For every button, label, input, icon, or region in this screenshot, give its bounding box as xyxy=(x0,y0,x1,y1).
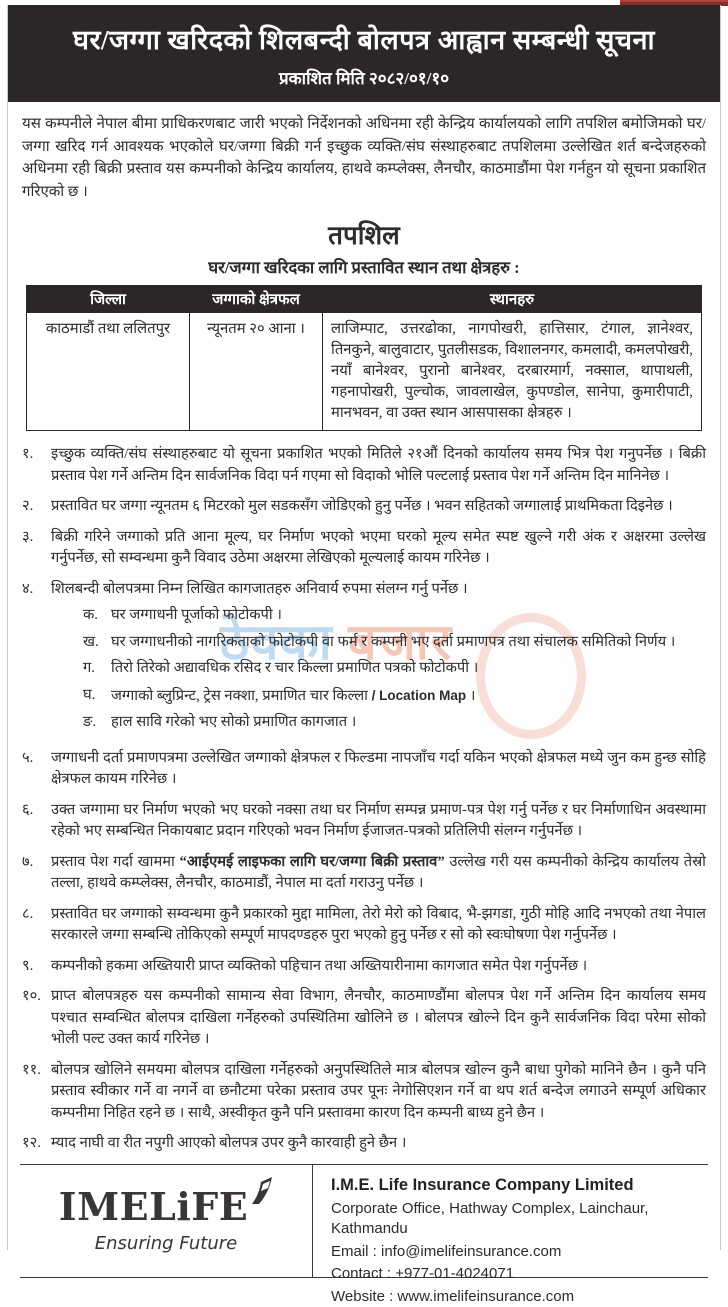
sub-label: ङ. xyxy=(83,712,111,734)
sub-item-ka xyxy=(83,605,706,627)
item-text: बोलपत्र खोलिने समयमा बोलपत्र दाखिला गर्नेहरुको अनुपस्थितिले मात्र बोलपत्र खोल्न कुनै बाधा पुगेको मानिने छैन । कुनै पनि प्रस्ताव स्वीकार गर्ने वा नगर्ने वा छनौटमा परेका प्रस्ताव उपर पूनः नेगोसिएशन गर्ने वा थप शर्त बन्देज लगाउने सम्पूर्ण अधिकार कम्पनीमा निहित रहने छ । साथै, अस्वीकृत कुनै पनि प्रस्तावमा कारण दिन कम्पनी बाध्य हुने छैन । xyxy=(51,1060,706,1125)
locations-table xyxy=(26,285,702,431)
sub-text: घर जग्गाधनीको नागरिकताको फोटोकपी वा फर्म र कम्पनी भए दर्ता प्रमाणपत्र तथा संचालक समितिको निर्णय । xyxy=(111,632,706,654)
notice-body xyxy=(8,102,720,1278)
sub-text xyxy=(111,685,706,708)
list-item-7 xyxy=(22,852,706,895)
swoosh-flag-icon xyxy=(249,1175,273,1210)
cell-district: काठमाडौं तथा ललितपुर xyxy=(27,313,190,431)
terms-list xyxy=(22,444,706,1155)
location-map-label: / Location Map xyxy=(372,688,467,703)
item-text: प्रस्तावित घर जग्गा न्यूनतम ६ मिटरको मुल सडकसँग जोडिएको हुनु पर्नेछ । भवन सहितको जग्गालाई प्राथमिकता दिइनेछ । xyxy=(51,496,706,518)
sub-text: तिरो तिरेको अद्यावधिक रसिद र चार किल्ला प्रमाणित पत्रको फोटोकपी । xyxy=(111,658,706,680)
sub-text: हाल सावि गरेको भए सोको प्रमाणित कागजात । xyxy=(111,712,706,734)
sub-item-ga xyxy=(83,658,706,680)
sub-item-kha xyxy=(83,632,706,654)
list-item-11 xyxy=(22,1060,706,1125)
sub-list xyxy=(83,605,706,734)
item-number: १. xyxy=(22,444,51,487)
item-number: ५. xyxy=(22,748,51,791)
item-number: ९. xyxy=(22,956,51,978)
list-item-3 xyxy=(22,527,706,570)
company-website: Website : www.imelifeinsurance.com xyxy=(331,1287,708,1307)
notice-page xyxy=(7,5,721,1250)
sub-text-devanagari: जग्गाको ब्लुप्रिन्ट, ट्रेस नक्शा, प्रमाणित चार किल्ला xyxy=(111,688,372,704)
list-item-5 xyxy=(22,748,706,791)
item-number: ४. xyxy=(22,579,51,739)
logo-block xyxy=(20,1165,313,1277)
item-number: ११. xyxy=(22,1060,51,1125)
watermark-part1: ठेक्का xyxy=(220,614,348,670)
table-caption: घर/जग्गा खरिदका लागि प्रस्तावित स्थान तथा क्षेत्रहरु : xyxy=(20,255,708,278)
item-text xyxy=(51,579,706,739)
sub-item-nga xyxy=(83,712,706,734)
item-text: प्रस्तावित घर जग्गाको सम्वन्धमा कुनै प्रकारको मुद्दा मामिला, तेरो मेरो को विबाद, भै-झगडा, गुठी मोहि आदि नभएको तथा नेपाल सरकारले जग्गा सम्बन्धि तोकिएको सम्पूर्ण मापदण्डहरु पुरा भएको हुनु पर्नेछ र सो को स्वःघोषणा पेश गर्नुपर्नेछ । xyxy=(51,904,706,947)
sub-label: ख. xyxy=(83,632,111,654)
list-item-12 xyxy=(22,1133,706,1155)
logo-wordmark: IMELiFE xyxy=(59,1187,248,1227)
col-header-locations: स्थानहरु xyxy=(323,286,702,313)
item-text: जग्गाधनी दर्ता प्रमाणपत्रमा उल्लेखित जग्गाको क्षेत्रफल र फिल्डमा नापजाँच गर्दा यकिन भएको क्षेत्रफल मध्ये जुन कम हुन्छ सोहि क्षेत्रफल कायम गरिनेछ । xyxy=(51,748,706,791)
list-item-9 xyxy=(22,956,706,978)
item-text: बिक्री गरिने जग्गाको प्रति आना मूल्य, घर निर्माण भएको भएमा घरको मूल्य समेत स्पष्ट खुल्ने गरी अंक र अक्षरमा उल्लेख गर्नुपर्नेछ, सो सम्वन्धमा कुनै विवाद उठेमा अक्षरमा लेखिएको मूल्यलाई कायम गरिनेछ । xyxy=(51,527,706,570)
item-text xyxy=(51,852,706,895)
table-header-row xyxy=(27,286,702,313)
col-header-district: जिल्ला xyxy=(27,286,190,313)
intro-paragraph: यस कम्पनीले नेपाल बीमा प्राधिकरणबाट जारी भएको निर्देशनको अधिनमा रही केन्द्रिय कार्यालयको लागि तपशिल बमोजिमको घर/जग्गा खरिद गर्न आवश्यक भएकोले घर/जग्गा बिक्री गर्न इच्छुक व्यक्ति/संघ संस्थाहरुबाट तपशिलमा उल्लेखित शर्त बन्देजहरुको अधिनमा रही बिक्री प्रस्ताव यस कम्पनीको केन्द्रिय कार्यालय, हाथवे कम्प्लेक्स, लैनचौर, काठमाडौंमा पेश गर्नहुन यो सूचना प्रकाशित गरिएको छ । xyxy=(22,113,706,203)
list-item-10 xyxy=(22,986,706,1051)
item-text: इच्छुक व्यक्ति/संघ संस्थाहरुबाट यो सूचना प्रकाशित भएको मितिले २१औं दिनको कार्यालय समय भित्र पेश गनुपर्नेछ । बिक्री प्रस्ताव पेश गर्ने अन्तिम दिन सार्वजनिक विदा पर्न गएमा सो विदाको भोलि पल्टलाई प्रस्ताव पेश गर्ने अन्तिम दिन मानिनेछ । xyxy=(51,444,706,487)
imelife-logo xyxy=(59,1187,273,1227)
envelope-label-bold: “आईएमई लाइफका लागि घर/जग्गा बिक्री प्रस्ताव” xyxy=(180,854,445,870)
item-number: ६. xyxy=(22,800,51,843)
logo-tagline: Ensuring Future xyxy=(95,1233,238,1254)
notice-header xyxy=(8,5,720,102)
cell-locations: लाजिम्पाट, उत्तरढोका, नागपोखरी, हात्तिसार, टंगाल, ज्ञानेश्वर, तिनकुने, बालुवाटार, पुतलीसडक, विशालनगर, कमलादी, कमलपोखरी, नयाँ बानेश्वर, पुरानो बानेश्वर, दरबारमार्ग, नक्साल, थापाथली, गहनापोखरी, पुल्चोक, जावलाखेल, कुपण्डोल, सानेपा, कुमारीपाटी, मानभवन, वा उक्त स्थान आसपासका क्षेत्रहरु । xyxy=(323,313,702,431)
col-header-area: जग्गाको क्षेत्रफल xyxy=(190,286,323,313)
item-text: कम्पनीको हकमा अख्तियारी प्राप्त व्यक्तिको पहिचान तथा अख्तियारीनामा कागजात समेत पेश गर्नुपर्नेछ । xyxy=(51,956,706,978)
company-footer xyxy=(20,1164,708,1278)
table-row xyxy=(27,313,702,431)
sub-item-gha xyxy=(83,685,706,708)
list-item-1 xyxy=(22,444,706,487)
item-number: ७. xyxy=(22,852,51,895)
list-item-2 xyxy=(22,496,706,518)
notice-title: घर/जग्गा खरिदको शिलबन्दी बोलपत्र आह्वान सम्बन्धी सूचना xyxy=(16,20,712,57)
item-text: प्राप्त बोलपत्रहरु यस कम्पनीको सामान्य सेवा विभाग, लैनचौर, काठमाण्डौंमा बोलपत्र पेश गर्ने अन्तिम दिन कार्यालय समय पश्चात सम्वन्धित बोलपत्र दाखिला गर्नेहरुको उपस्थितिमा खोलिने छ । बोलपत्र खोल्ने दिन कुनै सार्वजनिक विदा परेमा सोको भोली पल्ट उक्त कार्य गरिनेछ । xyxy=(51,986,706,1051)
company-address: Corporate Office, Hathway Complex, Lainchaur, Kathmandu xyxy=(331,1199,708,1240)
sub-label: ग. xyxy=(83,658,111,680)
company-email: Email : info@imelifeinsurance.com xyxy=(331,1242,708,1263)
item-text-main: शिलबन्दी बोलपत्रमा निम्न लिखित कागजातहरु अनिवार्य रुपमा संलग्न गर्नु पर्नेछ । xyxy=(51,581,468,597)
sub-text: घर जग्गाधनी पूर्जाको फोटोकपी । xyxy=(111,605,706,627)
item-text: म्याद नाघी वा रीत नपुगी आएको बोलपत्र उपर कुनै कारवाही हुने छैन । xyxy=(51,1133,706,1155)
contact-block xyxy=(313,1165,708,1277)
sub-label: घ. xyxy=(83,685,111,708)
sub-label: क. xyxy=(83,605,111,627)
item-number: ३. xyxy=(22,527,51,570)
sub-text-tail: । xyxy=(466,688,475,704)
item-number: १२. xyxy=(22,1133,51,1155)
item-number: १०. xyxy=(22,986,51,1051)
company-contact: Contact : +977-01-4024071 xyxy=(331,1264,708,1285)
cell-area: न्यूनतम २० आना । xyxy=(190,313,323,431)
item-number: २. xyxy=(22,496,51,518)
list-item-8 xyxy=(22,904,706,947)
item-text-post: उल्लेख गरी यस कम्पनीको केन्द्रिय कार्यालय तेस्रो तल्ला, हाथवे कम्प्लेक्स, लैनचौर, काठमाडौं, नेपाल मा दर्ता गराउनु पर्नेछ । xyxy=(51,854,706,892)
company-name: I.M.E. Life Insurance Company Limited xyxy=(331,1173,708,1197)
watermark-part2: बजार xyxy=(348,614,453,670)
item-text-pre: प्रस्ताव पेश गर्दा खाममा xyxy=(51,854,180,870)
item-number: ८. xyxy=(22,904,51,947)
item-text: उक्त जग्गामा घर निर्माण भएको भए घरको नक्सा तथा घर निर्माण सम्पन्न प्रमाण-पत्र पेश गर्नु पर्नेछ र घर निर्माणाधिन अवस्थामा रहेको भए सम्बन्धित निकायबाट प्रदान गरिएको भवन निर्माण ईजाजत-पत्रको प्रतिलिपी संलग्न गर्नुपर्नेछ । xyxy=(51,800,706,843)
details-heading: तपशिल xyxy=(20,216,708,252)
list-item-6 xyxy=(22,800,706,843)
published-date: प्रकाशित मिति २०८२/०१/१० xyxy=(16,66,712,89)
list-item-4 xyxy=(22,579,706,739)
